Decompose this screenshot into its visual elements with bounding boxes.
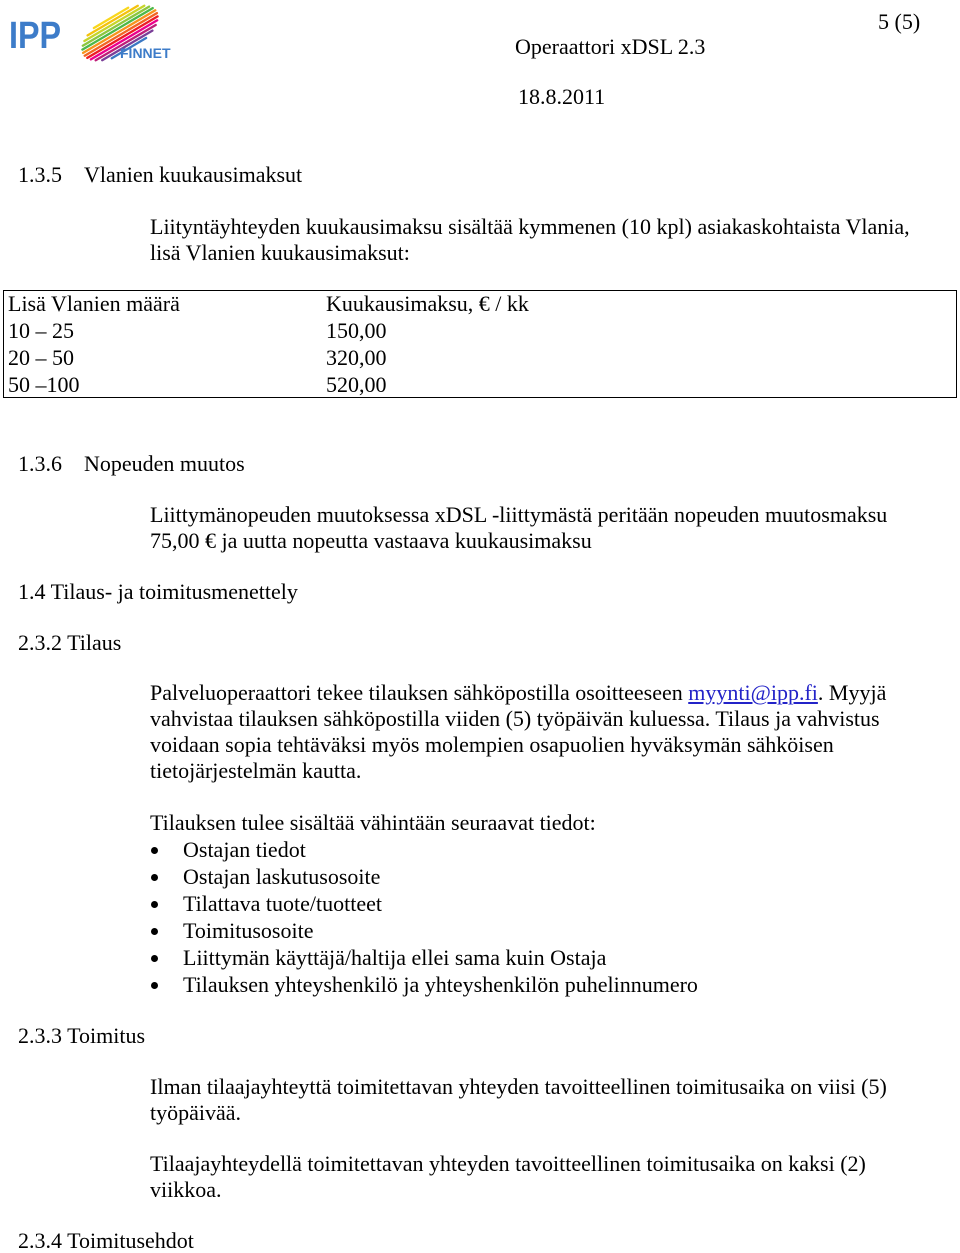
bullet-icon	[151, 982, 158, 989]
list-item	[150, 947, 850, 969]
logo-sub-brand-text: FINNET	[120, 45, 171, 61]
table-row	[4, 320, 956, 342]
page-number: 5 (5)	[878, 9, 921, 34]
table-header-row	[4, 293, 956, 315]
section-number: 1.3.6	[18, 451, 62, 476]
paragraph-line: Liittymänopeuden muutoksessa xDSL -liittymästä peritään nopeuden muutosmaksu	[150, 502, 888, 527]
document-title: Operaattori xDSL 2.3	[515, 34, 706, 59]
list-item	[150, 839, 850, 861]
list-item-text: Ostajan laskutusosoite	[183, 864, 381, 889]
bullet-icon	[151, 847, 158, 854]
section-title: Vlanien kuukausimaksut	[84, 162, 303, 187]
section-heading-delivery-terms: 2.3.4 Toimitusehdot	[18, 1228, 194, 1253]
bullet-icon	[151, 901, 158, 908]
section-title: Nopeuden muutos	[84, 451, 245, 476]
list-item	[150, 920, 850, 942]
paragraph-text: Palveluoperaattori tekee tilauksen sähköpostilla osoitteeseen	[150, 680, 689, 705]
section-number: 1.3.5	[18, 162, 62, 187]
table-header-cell: Lisä Vlanien määrä	[8, 291, 180, 316]
list-item	[150, 866, 850, 888]
list-item	[150, 974, 850, 996]
table-cell-range: 20 – 50	[8, 345, 74, 370]
section-heading: 2.3.3 Toimitus	[18, 1023, 146, 1048]
paragraph-line: lisä Vlanien kuukausimaksut:	[150, 240, 410, 265]
list-item-text: Tilauksen yhteyshenkilö ja yhteyshenkilön puhelinnumero	[183, 972, 698, 997]
list-intro: Tilauksen tulee sisältää vähintään seuraavat tiedot:	[150, 810, 596, 835]
bullet-icon	[151, 928, 158, 935]
email-link[interactable]: myynti@ipp.fi	[688, 680, 818, 705]
list-item-text: Toimitusosoite	[183, 918, 314, 943]
list-item-text: Ostajan tiedot	[183, 837, 306, 862]
section-heading: 2.3.2 Tilaus	[18, 630, 122, 655]
paragraph-text: . Myyjä	[817, 680, 887, 705]
list-item-text: Liittymän käyttäjä/haltija ellei sama kuin Ostaja	[183, 945, 607, 970]
list-item	[150, 893, 850, 915]
paragraph-line: vahvistaa tilauksen sähköpostilla viiden (5) työpäivän kuluessa. Tilaus ja vahvistus	[150, 706, 880, 731]
list-item-text: Tilattava tuote/tuotteet	[183, 891, 382, 916]
paragraph-line: Tilaajayhteydellä toimitettavan yhteyden tavoitteellinen toimitusaika on kaksi (2)	[150, 1151, 866, 1176]
bullet-icon	[151, 874, 158, 881]
paragraph-line	[150, 682, 886, 704]
vlan-fee-table	[3, 290, 957, 398]
document-date: 18.8.2011	[518, 84, 606, 109]
logo-brand-text: IPP	[9, 15, 62, 57]
paragraph-line: 75,00 € ja uutta nopeutta vastaava kuukausimaksu	[150, 528, 592, 553]
paragraph-line: tietojärjestelmän kautta.	[150, 758, 362, 783]
table-cell-fee: 150,00	[326, 318, 387, 343]
table-cell-fee: 520,00	[326, 372, 387, 397]
section-heading-ordering-delivery: 1.4 Tilaus- ja toimitusmenettely	[18, 579, 298, 604]
paragraph-line: työpäivää.	[150, 1100, 242, 1125]
table-cell-fee: 320,00	[326, 345, 387, 370]
paragraph-line: voidaan sopia tehtäväksi myös molempien osapuolien hyväksymän sähköisen	[150, 732, 834, 757]
paragraph-line: Liityntäyhteyden kuukausimaksu sisältää kymmenen (10 kpl) asiakaskohtaista Vlania,	[150, 214, 910, 239]
table-row	[4, 347, 956, 369]
table-cell-range: 50 –100	[8, 372, 80, 397]
paragraph-line: viikkoa.	[150, 1177, 222, 1202]
table-cell-range: 10 – 25	[8, 318, 74, 343]
bullet-icon	[151, 955, 158, 962]
table-header-cell: Kuukausimaksu, € / kk	[326, 291, 529, 316]
table-row	[4, 374, 956, 396]
paragraph-line: Ilman tilaajayhteyttä toimitettavan yhteyden tavoitteellinen toimitusaika on viisi (5)	[150, 1074, 887, 1099]
